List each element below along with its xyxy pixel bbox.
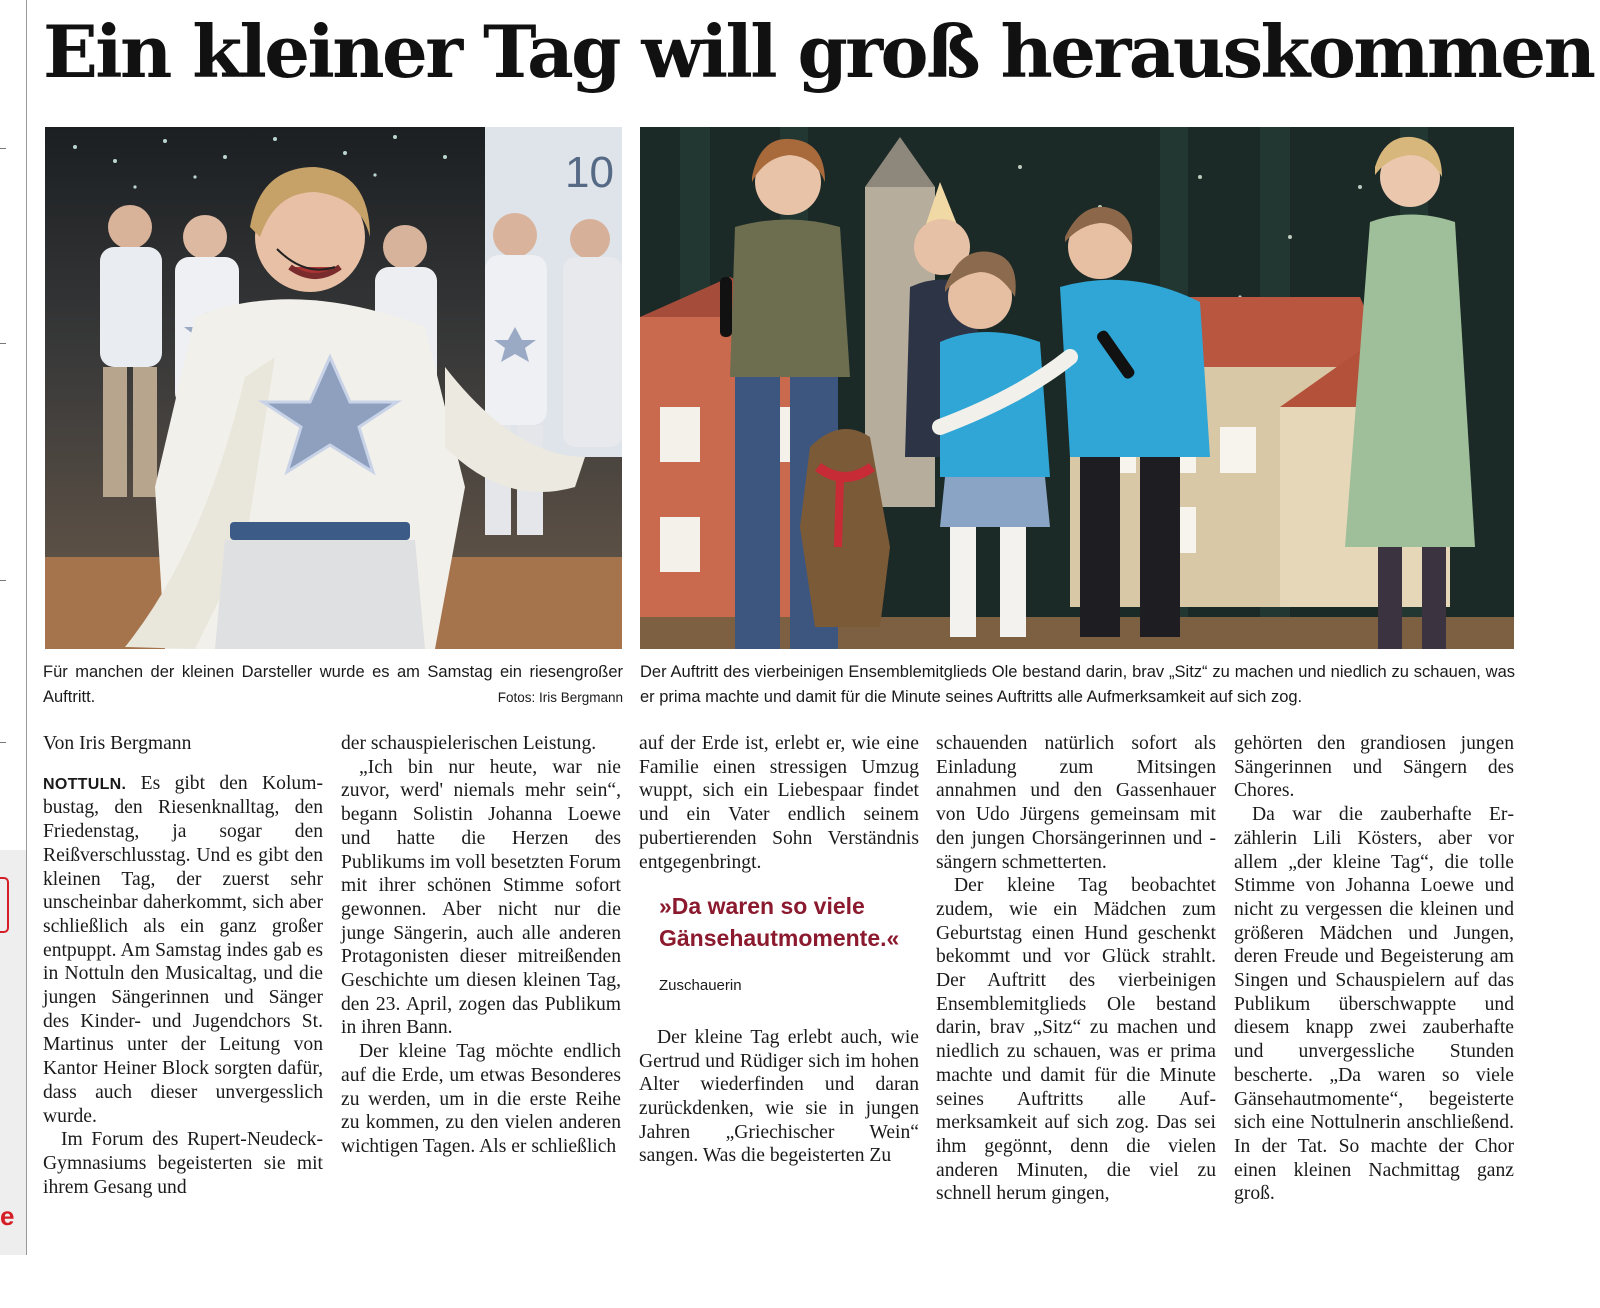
caption-text: Für manchen der kleinen Darsteller wurde es am Samstag ein riesengroßer Auftritt.	[43, 663, 623, 706]
headline: Ein kleiner Tag will groß herauskommen	[43, 9, 1594, 94]
article-paragraph: Der kleine Tag beobachtet zudem, wie ein Mädchen zum Geburtstag einen Hund geschenkt bekommt und vor Glück strahlt. Der Auftritt des vierbeinigen Ensemblemitglieds Ole bestand darin, brav „Sitz“ zu machen und niedlich zu schauen, was er prima machte und damit für die Minute seines Auftritts alle Aufmerksamkeit auf sich zog. Das sei ihm gegönnt, denn die vielen anderen Minuten, die viel zu schnell herum gingen,	[936, 875, 1216, 1205]
pull-quote-text: »Da waren so viele Gänsehautmomente.«	[659, 893, 900, 952]
article-paragraph: der schauspielerischen Leistung.	[341, 733, 597, 754]
article-column-3	[639, 732, 919, 1168]
margin-tick	[0, 148, 6, 149]
photo-caption-1	[43, 660, 623, 710]
adjacent-page-letter: e	[0, 1201, 15, 1231]
article-paragraph: Der kleine Tag erlebt auch, wie Gertrud und Rüdiger sich im hohen Alter wiederfinden und daran zurückdenken, wie sie in jungen Jahren „Griechischer Wein“ sangen. Was die begeisterten Zu	[639, 1026, 919, 1167]
article-column-1	[43, 732, 323, 1199]
photo-soloist	[45, 127, 622, 649]
byline: Von Iris Bergmann	[43, 733, 192, 754]
article-paragraph: gehörten den grandiosen jungen Sängerinnen und Sängern des Chores.	[1234, 733, 1514, 802]
photo-stage-dog	[640, 127, 1514, 649]
article-column-2	[341, 732, 621, 1159]
article-paragraph	[43, 772, 323, 1129]
margin-tick	[0, 580, 6, 581]
article-paragraph: Im Forum des Rupert-Neudeck-Gymnasiums begeisterten sie mit ihrem Gesang und	[43, 1129, 323, 1198]
paragraph-text: Es gibt den Kolumbustag, den Riesenknalltag, den Friedenstag, ja sogar den Reißverschlusstag. Und es gibt den kleinen Tag, der zuerst sehr unscheinbar daherkommt, sich aber schließlich als ein ganz großer entpuppt. Am Samstag indes gab es in Nottuln den Musicaltag, und die jungen Sängerinnen und Sänger des Kinder- und Jugendchors St. Martinus unter der Leitung von Kantor Heiner Block sorgten dafür, dass auch dieser unvergesslich wurde.	[43, 772, 323, 1127]
article-paragraph: auf der Erde ist, erlebt er, wie eine Familie einen stressigen Umzug wuppt, sich ein Liebespaar findet und ein Vater endlich seinem pubertierenden Sohn Verständnis entgegenbringt.	[639, 733, 919, 873]
dateline: NOTTULN.	[43, 775, 127, 793]
article-column-5	[1234, 732, 1514, 1206]
pull-quote	[659, 890, 909, 998]
article-paragraph: Der kleine Tag möchte endlich auf die Erde, um etwas Besonderes zu werden, um in die erste Reihe zu kommen, zu den vielen anderen wichtigen Tagen. Als er schließlich	[341, 1041, 621, 1157]
adjacent-page-badge	[0, 877, 9, 933]
pull-quote-source: Zuschauerin	[659, 977, 742, 995]
article-column-4	[936, 732, 1216, 1206]
margin-tick	[0, 742, 6, 743]
svg-text:10: 10	[565, 148, 614, 197]
page-margin-rule	[26, 0, 27, 1255]
photo-caption-2: Der Auftritt des vierbeinigen Ensemblemitglieds Ole bestand darin, brav „Sitz“ zu machen und niedlich zu schauen, was er prima machte und damit für die Minute seines Auftritts alle Aufmerksamkeit auf sich zog.	[640, 663, 1515, 706]
photo-credit: Fotos: Iris Bergmann	[497, 690, 623, 705]
article-paragraph: schauenden natürlich sofort als Einladung zum Mitsingen annahmen und den Gassenhauer von Udo Jürgens gemeinsam mit den jungen Chorsängerinnen und -sängern schmetterten.	[936, 733, 1216, 873]
article-paragraph: Da war die zauberhafte Erzählerin Lili Kösters, aber vor allem „der kleine Tag“, die tolle Stimme von Johanna Loewe und nicht zu vergessen die kleinen und größeren Mädchen und Jungen, deren Freude und Begeisterung am Singen und Schauspielern auf das Publikum überschwappte und diesem knapp zwei zauberhafte und unvergessliche Stunden bescherte. „Da waren so viele Gänsehautmomente“, begeisterte sich eine Nottulnerin anschließend. In der Tat. So machte der Chor einen kleinen Nachmittag ganz groß.	[1234, 804, 1514, 1205]
margin-tick	[0, 343, 6, 344]
article-paragraph: „Ich bin nur heute, war nie zuvor, werd' niemals mehr sein“, begann Solistin Johanna Loewe und hatte die Herzen des Publikums im voll besetzten Forum mit ihrer schönen Stimme sofort gewonnen. Aber nicht nur die junge Sängerin, auch alle anderen Protagonisten dieser mitreißenden Geschichte um diesen kleinen Tag, den 23. April, zogen das Publikum in ihren Bann.	[341, 756, 621, 1039]
